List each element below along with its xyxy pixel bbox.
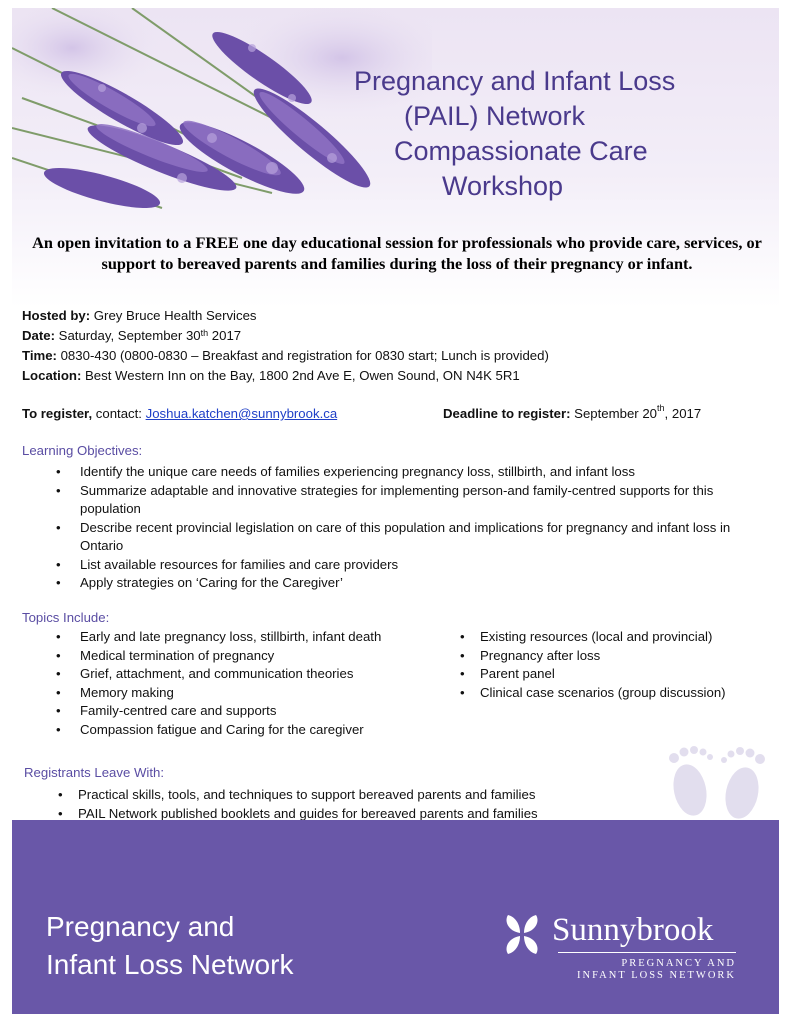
topics-heading: Topics Include: xyxy=(22,610,110,625)
list-item: • Identify the unique care needs of families experiencing pregnancy loss, stillbirth, and infant loss xyxy=(22,463,762,482)
list-item: • List available resources for families and care providers xyxy=(22,556,762,575)
list-item: • Clinical case scenarios (group discussion) xyxy=(442,684,772,703)
hosted-by-row xyxy=(22,306,549,326)
date-suffix: th xyxy=(200,328,209,338)
hosted-by-label: Hosted by: xyxy=(22,308,91,323)
date-year: 2017 xyxy=(208,328,242,343)
footer-banner xyxy=(12,820,779,1014)
logo-wordmark: Sunnybrook xyxy=(552,912,714,948)
learning-objectives-list xyxy=(22,463,762,593)
list-item: • Grief, attachment, and communication theories xyxy=(22,665,452,684)
list-item: • Pregnancy after loss xyxy=(442,647,772,666)
list-item: • Describe recent provincial legislation on care of this population and implications for pregnancy and infant loss in Ontario xyxy=(22,519,762,556)
learning-objectives-heading: Learning Objectives: xyxy=(22,443,143,458)
title-line-3: Compassionate Care xyxy=(394,136,648,166)
date-value: Saturday, September 30 xyxy=(54,328,201,343)
list-item: • Apply strategies on ‘Caring for the Caregiver’ xyxy=(22,574,762,593)
title-line-4: Workshop xyxy=(442,171,564,201)
list-item: • Summarize adaptable and innovative strategies for implementing person-and family-centred supports for this population xyxy=(22,482,762,519)
topics-list-right xyxy=(442,628,772,702)
location-label: Location: xyxy=(22,368,82,383)
deadline-year: , 2017 xyxy=(664,406,702,421)
list-item: • PAIL Network published booklets and guides for bereaved parents and families xyxy=(22,805,762,824)
location-row xyxy=(22,366,549,386)
sunnybrook-logo xyxy=(500,910,750,990)
date-row xyxy=(22,326,549,346)
deadline-suffix: th xyxy=(657,403,665,413)
contact-text: contact: xyxy=(92,406,146,421)
logo-subtitle-line-1: PREGNANCY AND xyxy=(621,958,736,969)
footer-title xyxy=(46,908,293,984)
registrants-leave-list xyxy=(22,786,762,823)
footer-title-line-2: Infant Loss Network xyxy=(46,949,294,980)
title-line-2: (PAIL) Network xyxy=(404,101,586,131)
workshop-title xyxy=(342,64,762,204)
list-item: • Parent panel xyxy=(442,665,772,684)
logo-divider xyxy=(558,952,736,953)
list-item: • Existing resources (local and provincial) xyxy=(442,628,772,647)
time-label: Time: xyxy=(22,348,57,363)
register-label: To register, xyxy=(22,406,93,421)
deadline-label: Deadline to register: xyxy=(443,406,571,421)
hosted-by-value: Grey Bruce Health Services xyxy=(90,308,257,323)
register-contact xyxy=(22,406,337,421)
list-item: • Early and late pregnancy loss, stillbirth, infant death xyxy=(22,628,452,647)
invitation-text: An open invitation to a FREE one day educational session for professionals who provide care, services, or support to bereaved parents and families during the loss of their pregnancy or infant. xyxy=(32,233,762,273)
footer-title-line-1: Pregnancy and xyxy=(46,911,235,942)
list-item: • Compassion fatigue and Caring for the caregiver xyxy=(22,721,452,740)
list-item: • Medical termination of pregnancy xyxy=(22,647,452,666)
logo-subtitle-line-2: INFANT LOSS NETWORK xyxy=(577,970,736,981)
list-item: • Family-centred care and supports xyxy=(22,702,452,721)
list-item: • Memory making xyxy=(22,684,452,703)
event-details xyxy=(22,306,549,386)
flyer-page xyxy=(12,8,779,1014)
topics-list-left xyxy=(22,628,452,739)
leaf-logo-icon xyxy=(500,913,544,955)
register-deadline xyxy=(443,403,702,421)
logo-subtitle xyxy=(577,958,736,982)
registrants-leave-heading: Registrants Leave With: xyxy=(24,765,164,780)
title-line-1: Pregnancy and Infant Loss xyxy=(354,66,676,96)
date-label: Date: xyxy=(22,328,55,343)
deadline-value: September 20 xyxy=(570,406,658,421)
time-value: 0830-430 (0800-0830 – Breakfast and registration for 0830 start; Lunch is provided) xyxy=(56,348,549,363)
time-row xyxy=(22,346,549,366)
location-value: Best Western Inn on the Bay, 1800 2nd Ave E, Owen Sound, ON N4K 5R1 xyxy=(81,368,520,383)
list-item: • Practical skills, tools, and techniques to support bereaved parents and families xyxy=(22,786,762,805)
contact-email-link[interactable]: Joshua.katchen@sunnybrook.ca xyxy=(145,406,338,421)
